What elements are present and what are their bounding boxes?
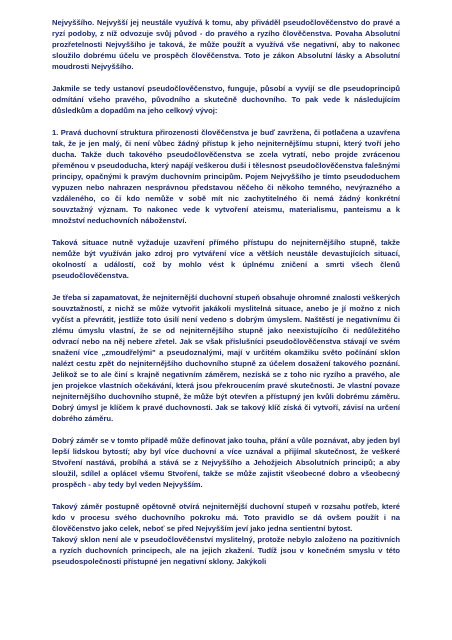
paragraph-closing-access: Taková situace nutně vyžaduje uzavření přímého přístupu do nejniternějšího stupně, takže nemůže být využíván jako zdroj pro vytváření více a větších neustále devastujících situací, okolností a událostí, což by mohlo vést k úplnému zničení a smrti všech členů pseudočlověčenstva. [52, 238, 400, 280]
paragraph-good-intention: Dobrý záměr se v tomto případě může definovat jako touha, přání a vůle poznávat, aby jeden byl lepší lidskou bytostí; aby byl více duchovní a více uznával a přijímal skutečnost, že veškeré Stvoření nastává, probíhá a stává se z Nejvyššího a Jehožjeich Absolutních principů; a aby sloužil, sdílel a opláceI všemu Stvoření, takže se může zajistit všeobecné dobro a všeobecný prospěch - aby tedy byl veden Nejvyšším. [52, 436, 400, 489]
paragraph-consequences-intro: Jakmile se tedy ustanoví pseudočlověčenstvo, funguje, působí a vyvíjí se dle pseudoprincipů odmítání všeho pravého, původního a skutečně duchovního. To pak vede k následujícím důsledkům a dopadům na jeho celkový vývoj: [52, 84, 400, 115]
paragraph-gradual-opening: Takový záměr postupně opětovně otvírá nejniternější duchovní stupeň v rozsahu potřeb, které kdo v procesu svého duchovního pokroku má. Toto pravidlo se dá ovšem použít i na člověčenstvo jako celek, neboť se před Nejvyšším jeví jako jedna sentientní bytost. [52, 502, 400, 533]
paragraph-innermost-degree: Je třeba si zapamatovat, že nejniternější duchovní stupeň obsahuje ohromné znalosti veškerých souvztažností, z nichž se může vytvořit jakákoli myslitelná situace, anebo je jí možno z nich vyčíst a převrátit, jestliže toto úsilí není vedeno s dobrým úmyslem. Naštěstí je negativnímu či zlému úmyslu vlastní, že se od nejniternějšího stupně jako neexistujícího či nedůležitého odvrací nebo na něj nebere zřetel. Jak se však příslušníci pseudočlověčenstva stávají ve svém snažení více „zmoudřelými" a pseudoznalými, mají v určitém okamžiku světo počínání sklon nalézt cestu zpět do nejniternějšího duchovního stupně za účelem dosažení takového poznání. Jelikož se to ale činí s krajně negativním záměrem, nezíská se z toho nic ryzího a pravého, ale jen projekce vlastních očekávání, která jsou překroucením pravé skutečnosti. Je vlastní povaze nejniternějšího duchovního stupně, že může být otevřen a přístupný jen kvůli dobrému záměru. Dobrý úmysl je klíčem k pravé duchovnosti. Jak se takový klíč získá či vytvoří, závisí na určení dobrého záměru. [52, 293, 400, 423]
paragraph-prologue: Nejvyššího. Nejvyšší jej neustále využívá k tomu, aby přiváděl pseudočlověčenstvo do pravé a ryzí podoby, z níž odvozuje svůj původ - do pravého a ryzího člověčenstva. Povaha Absolutní prozřetelnosti Nejvyššího je taková, že může použít a využívá vše negativní, aby to nakonec sloužilo dobrému účelu ve prospěch člověčenstva. Toto je zákon Absolutní lásky a Absolutní moudrosti Nejvyššího. [52, 18, 400, 71]
document-page [52, 17, 400, 567]
paragraph-point-1: 1. Pravá duchovní struktura přirozenosti člověčenstva je buď zavržena, či potlačena a uzavřena tak, že je jen malý, či není vůbec žádný přístup k jeho nejniternějšímu stupni, který tvoří jeho ducha. Takže duch takového pseudočlověčenstva se zcela vytratí, nebo projde zvrácenou přeměnou v pseudoducha, který napájí veškerou duši i tělesnost pseudočlověčenstva falešnými principy, opačnými k pravým duchovním principům. Pojem Nejvyššího je tímto pseudoduchem vypuzen nebo nahrazen nesprávnou představou něčeho či někoho temného, nevýrazného a vzdáleného, co či kdo nemůže v sobě mít nic zachytitelného či nemá žádný konkrétní souvztažný význam. To nakonec vede k vytvoření ateismu, materialismu, panteismu a k množství neduchovních náboženství. [52, 128, 400, 225]
paragraph-pseudo-inclination: Takový sklon není ale v pseudočlověčenství myslitelný, protože nebylo založeno na pozitivních a ryzích duchovních principech, ale na jejich zkažení. Tudíž jsou v konečném smyslu v této pseudospolečnosti přístupné jen negativní sklony. Jakýkoli [52, 535, 400, 566]
